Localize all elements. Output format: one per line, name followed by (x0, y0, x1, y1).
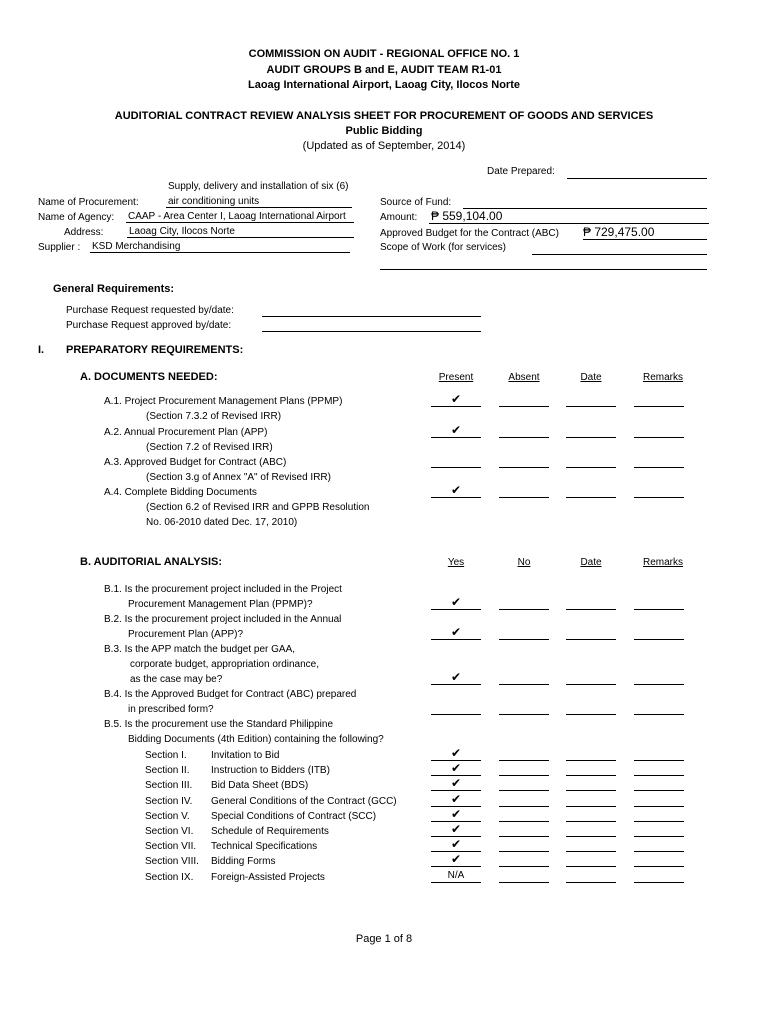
analysis-question-text: B.5. Is the procurement use the Standard Philippine (104, 719, 334, 730)
bidding-section-date-cell[interactable] (566, 869, 616, 883)
doc-item-date-cell[interactable] (566, 484, 616, 498)
bidding-section-col2-cell[interactable] (499, 808, 549, 822)
amount-value: ₱ 559,104.00 (429, 209, 709, 224)
analysis-item-date-cell[interactable] (566, 626, 616, 640)
analysis-item-col2-cell[interactable] (499, 671, 549, 685)
analysis-item-col2-cell[interactable] (499, 596, 549, 610)
document-subtitle: Public Bidding (345, 125, 423, 137)
bidding-section-date-cell[interactable] (566, 777, 616, 791)
pr-approved-label: Purchase Request approved by/date: (66, 320, 232, 331)
bidding-section-number: Section IX. (145, 872, 194, 883)
bidding-section-date-cell[interactable] (566, 793, 616, 807)
header-remarks: Remarks (642, 372, 683, 383)
doc-item-label: A.3. Approved Budget for Contract (ABC) (104, 457, 287, 468)
header-present: Present (438, 372, 474, 383)
audit-group-header: AUDIT GROUPS B and E, AUDIT TEAM R1-01 (266, 64, 502, 76)
bidding-section-date-cell[interactable] (566, 853, 616, 867)
analysis-item-col2-cell[interactable] (499, 626, 549, 640)
analysis-item-date-cell[interactable] (566, 671, 616, 685)
location-header: Laoag International Airport, Laoag City, Ilocos Norte (248, 79, 520, 91)
bidding-section-check-cell[interactable]: ✔ (431, 747, 481, 761)
doc-item-reference: (Section 6.2 of Revised IRR and GPPB Resolution (146, 502, 370, 513)
bidding-section-col2-cell[interactable] (499, 777, 549, 791)
doc-item-label: A.2. Annual Procurement Plan (APP) (104, 427, 268, 438)
section-one-number: I. (38, 344, 45, 356)
bidding-section-name: General Conditions of the Contract (GCC) (211, 796, 397, 807)
bidding-section-number: Section VII. (145, 841, 197, 852)
bidding-section-date-cell[interactable] (566, 762, 616, 776)
bidding-section-check-cell[interactable]: ✔ (431, 777, 481, 791)
bidding-section-check-cell[interactable]: ✔ (431, 838, 481, 852)
bidding-section-date-cell[interactable] (566, 838, 616, 852)
bidding-section-col2-cell[interactable] (499, 747, 549, 761)
bidding-section-number: Section I. (145, 750, 187, 761)
agency-label: Name of Agency: (38, 212, 115, 223)
doc-item-label: A.4. Complete Bidding Documents (104, 487, 257, 498)
pr-approved-field[interactable] (262, 331, 481, 332)
analysis-question-text: B.3. Is the APP match the budget per GAA, (104, 644, 296, 655)
analysis-item-remarks-cell[interactable] (634, 701, 684, 715)
scope-label: Scope of Work (for services) (380, 242, 506, 253)
page-number: Page 1 of 8 (355, 933, 413, 945)
documents-needed-title: A. DOCUMENTS NEEDED: (80, 371, 218, 383)
bidding-section-number: Section II. (145, 765, 190, 776)
bidding-section-col2-cell[interactable] (499, 823, 549, 837)
analysis-item-remarks-cell[interactable] (634, 626, 684, 640)
bidding-section-check-cell[interactable]: ✔ (431, 823, 481, 837)
doc-item-reference: (Section 7.3.2 of Revised IRR) (146, 411, 282, 422)
doc-item-col2-cell[interactable] (499, 454, 549, 468)
document-title: AUDITORIAL CONTRACT REVIEW ANALYSIS SHEET FOR PROCUREMENT OF GOODS AND SERVICES (114, 110, 654, 122)
header-remarks-b: Remarks (642, 557, 683, 568)
analysis-question-text: B.4. Is the Approved Budget for Contract (ABC) prepared (104, 689, 357, 700)
doc-item-remarks-cell[interactable] (634, 393, 684, 407)
bidding-section-check-cell[interactable]: N/A (431, 869, 481, 883)
analysis-question-text: corporate budget, appropriation ordinance, (130, 659, 320, 670)
analysis-question-text: Procurement Plan (APP)? (128, 629, 244, 640)
pr-requested-label: Purchase Request requested by/date: (66, 305, 234, 316)
analysis-question-text: B.1. Is the procurement project included in the Project (104, 584, 342, 595)
bidding-section-check-cell[interactable]: ✔ (431, 808, 481, 822)
address-value: Laoag City, Ilocos Norte (127, 226, 354, 238)
address-label: Address: (64, 227, 104, 238)
analysis-item-check-cell[interactable] (431, 701, 481, 715)
bidding-section-number: Section III. (145, 780, 193, 791)
header-yes: Yes (447, 557, 465, 568)
bidding-section-number: Section VI. (145, 826, 194, 837)
bidding-section-number: Section V. (145, 811, 190, 822)
bidding-section-number: Section VIII. (145, 856, 199, 867)
analysis-item-check-cell[interactable]: ✔ (431, 626, 481, 640)
analysis-question-text: Bidding Documents (4th Edition) containing the following? (128, 734, 384, 745)
header-date: Date (580, 372, 602, 383)
doc-item-remarks-cell[interactable] (634, 424, 684, 438)
bidding-section-col2-cell[interactable] (499, 853, 549, 867)
bidding-section-check-cell[interactable]: ✔ (431, 793, 481, 807)
supplier-value: KSD Merchandising (90, 241, 350, 253)
bidding-section-name: Bid Data Sheet (BDS) (211, 780, 309, 791)
date-prepared-field[interactable] (567, 178, 707, 179)
doc-item-check-cell[interactable]: ✔ (431, 484, 481, 498)
analysis-question-text: as the case may be? (130, 674, 223, 685)
bidding-section-col2-cell[interactable] (499, 793, 549, 807)
bidding-section-remarks-cell[interactable] (634, 762, 684, 776)
analysis-item-remarks-cell[interactable] (634, 596, 684, 610)
bidding-section-name: Bidding Forms (211, 856, 276, 867)
procurement-label: Name of Procurement: (38, 197, 139, 208)
doc-item-reference: No. 06-2010 dated Dec. 17, 2010) (146, 517, 298, 528)
analysis-question-text: in prescribed form? (128, 704, 214, 715)
bidding-section-remarks-cell[interactable] (634, 853, 684, 867)
header-date-b: Date (580, 557, 602, 568)
bidding-section-date-cell[interactable] (566, 823, 616, 837)
updated-note: (Updated as of September, 2014) (302, 140, 466, 152)
procurement-name-line1: Supply, delivery and installation of six (6) (168, 181, 349, 192)
bidding-section-name: Schedule of Requirements (211, 826, 329, 837)
bidding-section-name: Special Conditions of Contract (SCC) (211, 811, 377, 822)
bidding-section-name: Instruction to Bidders (ITB) (211, 765, 330, 776)
bidding-section-remarks-cell[interactable] (634, 823, 684, 837)
pr-requested-field[interactable] (262, 316, 481, 317)
doc-item-check-cell[interactable]: ✔ (431, 393, 481, 407)
doc-item-check-cell[interactable] (431, 454, 481, 468)
section-one-title: PREPARATORY REQUIREMENTS: (66, 344, 244, 356)
analysis-item-col2-cell[interactable] (499, 701, 549, 715)
bidding-section-name: Technical Specifications (211, 841, 318, 852)
doc-item-check-cell[interactable]: ✔ (431, 424, 481, 438)
header-no: No (517, 557, 531, 568)
doc-item-date-cell[interactable] (566, 454, 616, 468)
doc-item-col2-cell[interactable] (499, 393, 549, 407)
agency-value: CAAP - Area Center I, Laoag International Airport (126, 211, 354, 223)
doc-item-date-cell[interactable] (566, 393, 616, 407)
analysis-item-remarks-cell[interactable] (634, 671, 684, 685)
bidding-section-remarks-cell[interactable] (634, 777, 684, 791)
bidding-section-remarks-cell[interactable] (634, 793, 684, 807)
doc-item-date-cell[interactable] (566, 424, 616, 438)
analysis-question-text: B.2. Is the procurement project included in the Annual (104, 614, 342, 625)
bidding-section-check-cell[interactable]: ✔ (431, 762, 481, 776)
agency-header: COMMISSION ON AUDIT - REGIONAL OFFICE NO. 1 (248, 48, 520, 60)
bidding-section-date-cell[interactable] (566, 747, 616, 761)
procurement-value: air conditioning units (166, 196, 352, 208)
bidding-section-remarks-cell[interactable] (634, 869, 684, 883)
supplier-label: Supplier : (38, 242, 81, 253)
abc-label: Approved Budget for the Contract (ABC) (380, 228, 559, 239)
analysis-item-check-cell[interactable]: ✔ (431, 671, 481, 685)
doc-item-col2-cell[interactable] (499, 424, 549, 438)
scope-field-line2[interactable] (380, 269, 707, 270)
doc-item-col2-cell[interactable] (499, 484, 549, 498)
analysis-item-check-cell[interactable]: ✔ (431, 596, 481, 610)
doc-item-reference: (Section 7.2 of Revised IRR) (146, 442, 273, 453)
bidding-section-remarks-cell[interactable] (634, 838, 684, 852)
source-of-fund-label: Source of Fund: (380, 197, 452, 208)
bidding-section-remarks-cell[interactable] (634, 747, 684, 761)
bidding-section-check-cell[interactable]: ✔ (431, 853, 481, 867)
doc-item-reference: (Section 3.g of Annex "A" of Revised IRR) (146, 472, 331, 483)
abc-value: ₱ 729,475.00 (583, 225, 707, 240)
analysis-item-date-cell[interactable] (566, 596, 616, 610)
bidding-section-col2-cell[interactable] (499, 838, 549, 852)
bidding-section-col2-cell[interactable] (499, 869, 549, 883)
bidding-section-number: Section IV. (145, 796, 193, 807)
analysis-question-text: Procurement Management Plan (PPMP)? (128, 599, 313, 610)
bidding-section-remarks-cell[interactable] (634, 808, 684, 822)
bidding-section-col2-cell[interactable] (499, 762, 549, 776)
scope-field[interactable] (532, 254, 707, 255)
doc-item-remarks-cell[interactable] (634, 484, 684, 498)
analysis-item-date-cell[interactable] (566, 701, 616, 715)
bidding-section-date-cell[interactable] (566, 808, 616, 822)
bidding-section-name: Invitation to Bid (211, 750, 280, 761)
bidding-section-name: Foreign-Assisted Projects (211, 872, 325, 883)
doc-item-remarks-cell[interactable] (634, 454, 684, 468)
auditorial-analysis-title: B. AUDITORIAL ANALYSIS: (80, 556, 222, 568)
date-prepared-label: Date Prepared: (487, 166, 555, 177)
amount-label: Amount: (380, 212, 418, 223)
general-requirements-title: General Requirements: (53, 283, 175, 295)
doc-item-label: A.1. Project Procurement Management Plans (PPMP) (104, 396, 343, 407)
header-absent: Absent (508, 372, 540, 383)
